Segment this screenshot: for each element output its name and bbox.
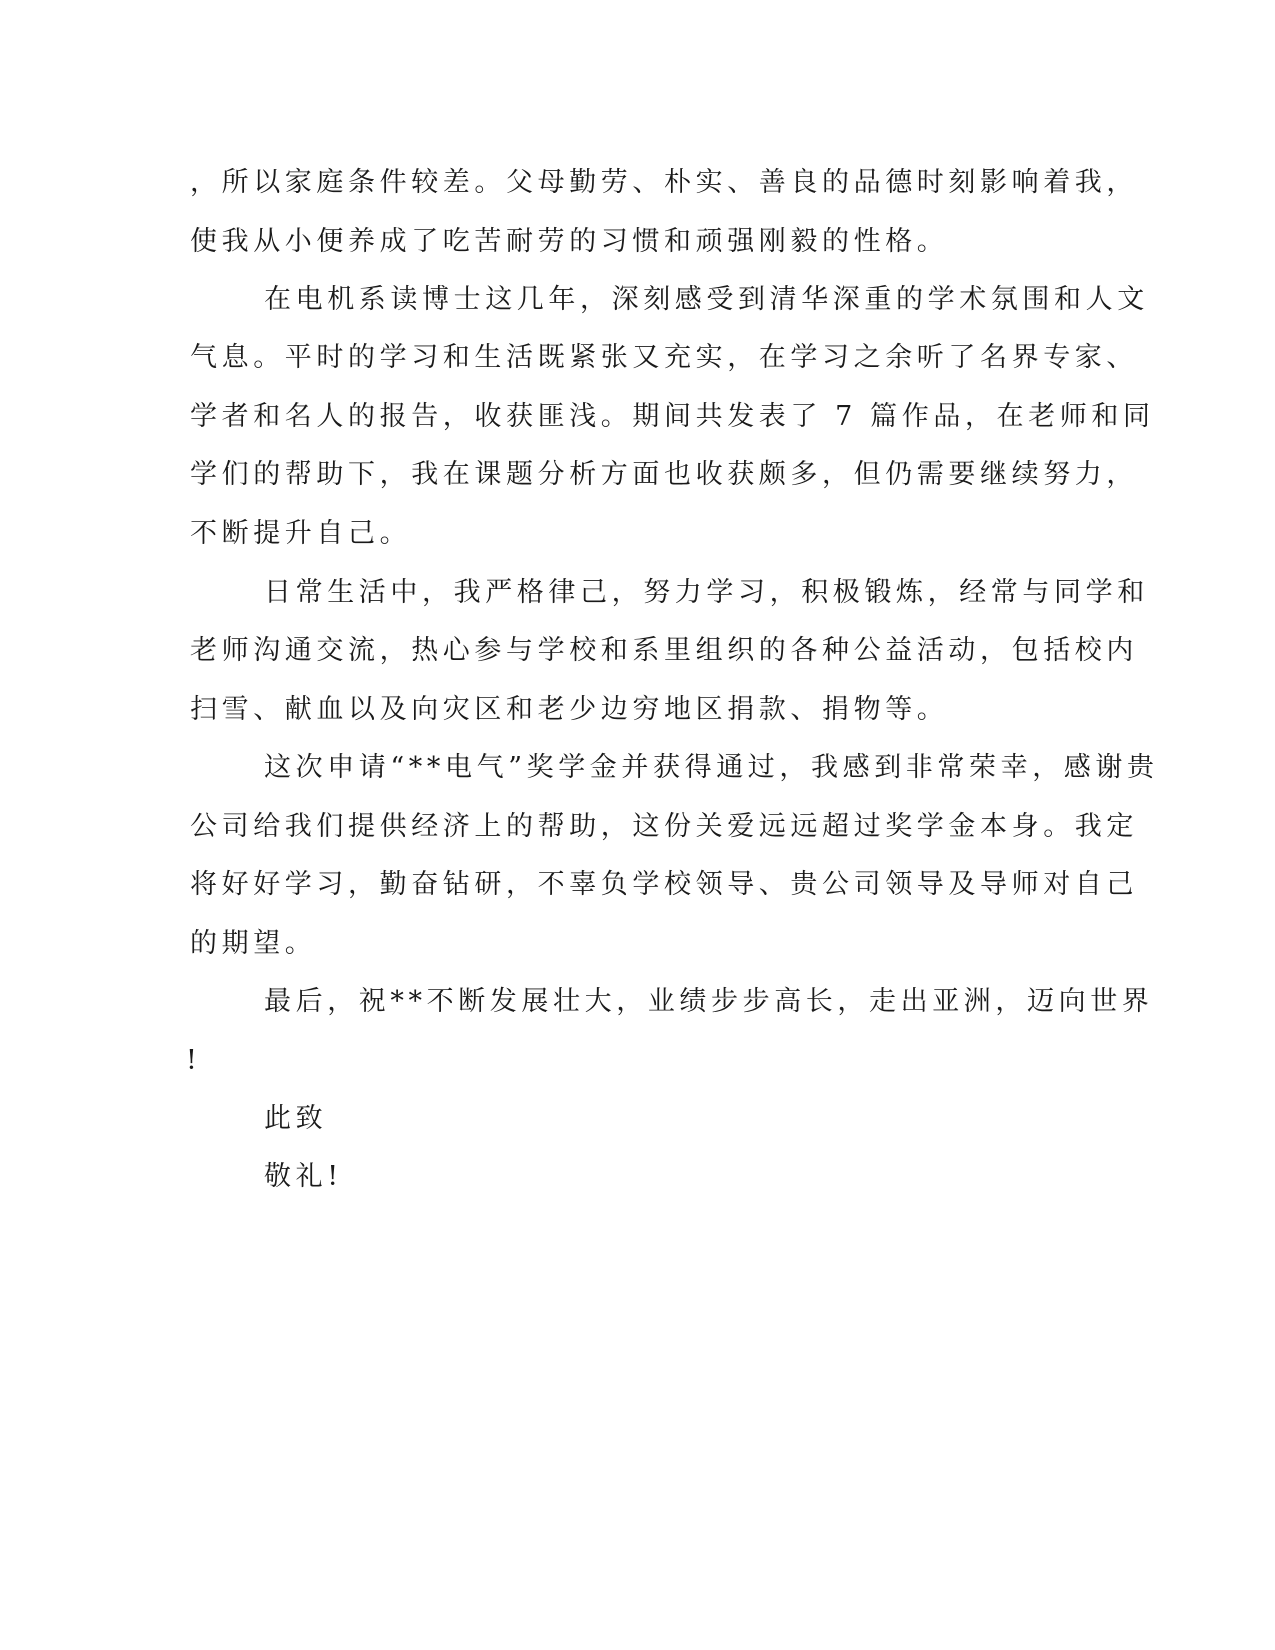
closing-salutation: 此致 [264, 1103, 328, 1134]
paragraph-start: 这次申请“**电气”奖学金并获得通过，我感到非常荣幸，感谢贵 [264, 752, 1159, 783]
text-line: ，所以家庭条件较差。父母勤劳、朴实、善良的品德时刻影响着我， [190, 167, 1138, 198]
text-line: 公司给我们提供经济上的帮助，这份关爱远远超过奖学金本身。我定 [190, 811, 1138, 842]
text-line: 不断提升自己。 [190, 518, 412, 549]
text-line: 使我从小便养成了吃苦耐劳的习惯和顽强刚毅的性格。 [190, 226, 949, 257]
text-line: ! [186, 1045, 197, 1076]
paragraph-start: 日常生活中，我严格律己，努力学习，积极锻炼，经常与同学和 [264, 577, 1149, 608]
text-line: 学们的帮助下，我在课题分析方面也收获颇多，但仍需要继续努力， [190, 459, 1138, 490]
text-line: 老师沟通交流，热心参与学校和系里组织的各种公益活动，包括校内 [190, 635, 1138, 666]
text-line: 的期望。 [190, 928, 317, 959]
text-line: 学者和名人的报告，收获匪浅。期间共发表了 7 篇作品，在老师和同 [190, 401, 1155, 432]
paragraph-start: 最后，祝**不断发展壮大，业绩步步高长，走出亚洲，迈向世界 [264, 986, 1154, 1017]
text-line: 气息。平时的学习和生活既紧张又充实，在学习之余听了名界专家、 [190, 342, 1138, 373]
text-line: 扫雪、献血以及向灾区和老少边穷地区捐款、捐物等。 [190, 694, 949, 725]
paragraph-start: 在电机系读博士这几年，深刻感受到清华深重的学术氛围和人文 [264, 284, 1149, 315]
closing-regards: 敬礼! [264, 1161, 343, 1192]
text-line: 将好好学习，勤奋钻研，不辜负学校领导、贵公司领导及导师对自己 [190, 869, 1138, 900]
